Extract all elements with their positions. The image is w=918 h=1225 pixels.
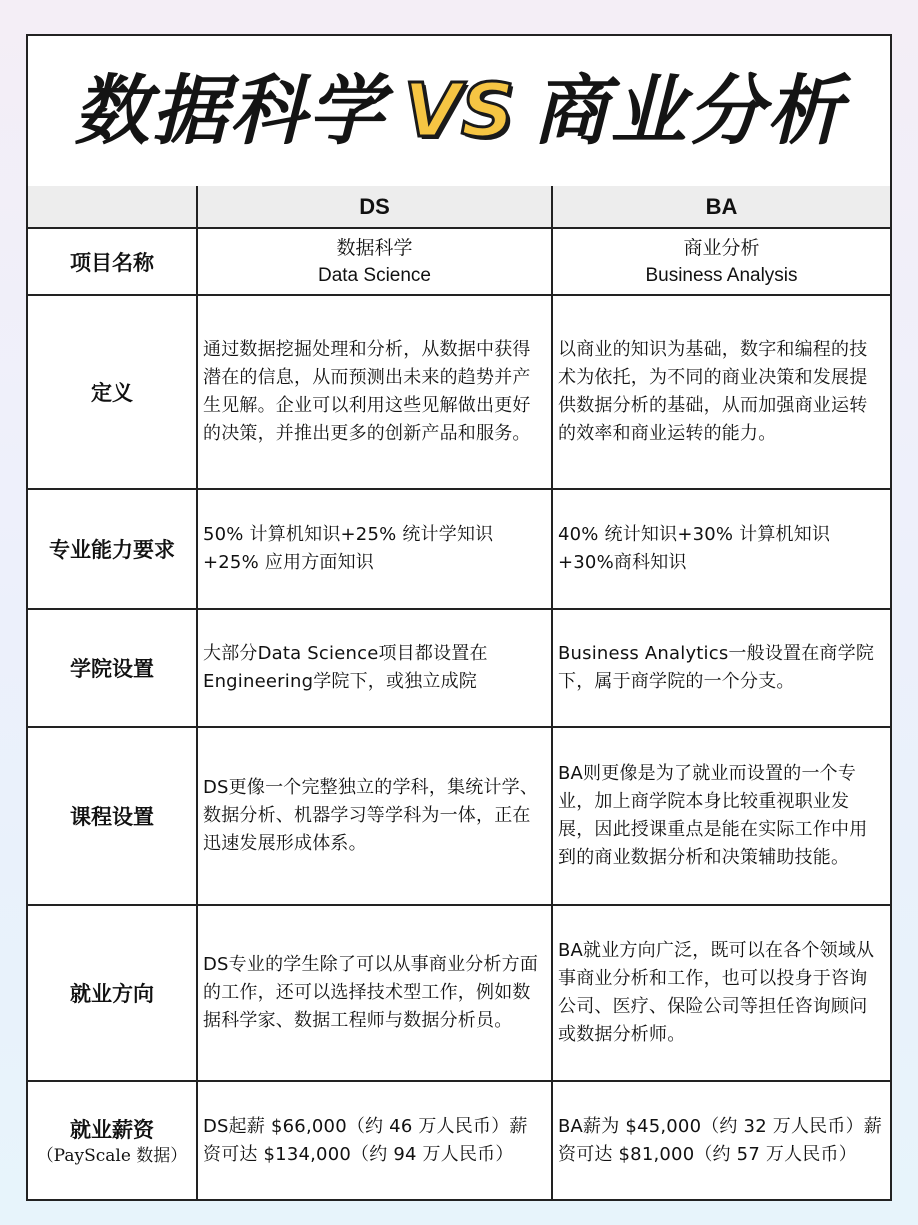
ba-cell: BA则更像是为了就业而设置的一个专业，加上商学院本身比较重视职业发展，因此授课重点是能在实际工作中用到的商业数据分析和决策辅助技能。	[552, 727, 890, 905]
title-group	[73, 66, 845, 155]
ba-cell: 以商业的知识为基础，数字和编程的技术为依托，为不同的商业决策和发展提供数据分析的基础，从而加强商业运转的效率和商业运转的能力。	[552, 295, 890, 489]
row-label: 定义	[28, 295, 197, 489]
ds-cell: 通过数据挖掘处理和分析，从数据中获得潜在的信息，从而预测出未来的趋势并产生见解。企业可以利用这些见解做出更好的决策，并推出更多的创新产品和服务。	[197, 295, 552, 489]
table-row	[28, 609, 890, 727]
ds-cell: DS更像一个完整独立的学科，集统计学、数据分析、机器学习等学科为一体，正在迅速发展形成体系。	[197, 727, 552, 905]
title-vs: VS	[403, 68, 515, 154]
row-label: 就业方向	[28, 905, 197, 1081]
table-row	[28, 295, 890, 489]
ds-cell: 大部分Data Science项目都设置在Engineering学院下，或独立成院	[197, 609, 552, 727]
comparison-table	[28, 186, 890, 1199]
row-label-salary	[28, 1081, 197, 1199]
header-corner	[28, 186, 197, 228]
ds-cell: DS起薪 $66,000（约 46 万人民币）薪资可达 $134,000（约 94 万人民币）	[197, 1081, 552, 1199]
ba-cell	[552, 228, 890, 295]
header-ds: DS	[197, 186, 552, 228]
header-ba: BA	[552, 186, 890, 228]
ds-cell: 50% 计算机知识+25% 统计学知识+25% 应用方面知识	[197, 489, 552, 609]
comparison-card	[26, 34, 892, 1201]
title-right: 商业分析	[532, 66, 845, 155]
ds-cell: DS专业的学生除了可以从事商业分析方面的工作，还可以选择技术型工作，例如数据科学家、数据工程师与数据分析员。	[197, 905, 552, 1081]
title-banner	[28, 36, 890, 188]
row-label: 课程设置	[28, 727, 197, 905]
table-row	[28, 905, 890, 1081]
ba-cell: Business Analytics一般设置在商学院下，属于商学院的一个分支。	[552, 609, 890, 727]
table-header-row	[28, 186, 890, 228]
ds-name-zh: 数据科学	[336, 236, 413, 259]
row-label: 学院设置	[28, 609, 197, 727]
ba-cell: BA就业方向广泛，既可以在各个领域从事商业分析和工作，也可以投身于咨询公司、医疗、保险公司等担任咨询顾问或数据分析师。	[552, 905, 890, 1081]
row-label: 项目名称	[28, 228, 197, 295]
title-left: 数据科学	[73, 66, 386, 155]
table-row	[28, 489, 890, 609]
ba-cell: BA薪为 $45,000（约 32 万人民币）薪资可达 $81,000（约 57 万人民币）	[552, 1081, 890, 1199]
table-row	[28, 228, 890, 295]
ds-name-en: Data Science	[317, 264, 431, 286]
ba-cell: 40% 统计知识+30% 计算机知识+30%商科知识	[552, 489, 890, 609]
ba-name-zh: 商业分析	[683, 236, 760, 259]
table-row	[28, 727, 890, 905]
table-row	[28, 1081, 890, 1199]
salary-label: 就业薪资	[70, 1117, 154, 1142]
ds-cell	[197, 228, 552, 295]
ba-name-en: Business Analysis	[645, 264, 798, 286]
row-label: 专业能力要求	[28, 489, 197, 609]
salary-label-source: （PayScale 数据）	[36, 1145, 188, 1166]
